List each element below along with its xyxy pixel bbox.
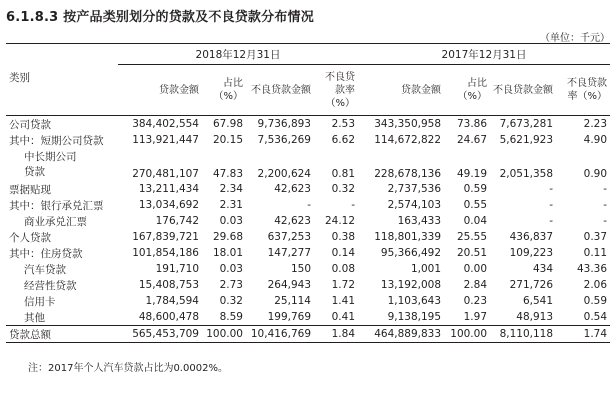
unit-label: （单位：千元）	[540, 33, 610, 44]
cell-value: 1,103,643	[387, 295, 442, 307]
cell-value: 24.67	[456, 134, 488, 146]
table-row	[6, 116, 610, 133]
col-loan-amount-2017: 贷款金额	[358, 65, 444, 116]
cell-value: -	[549, 183, 554, 195]
cell-value: 24.12	[324, 215, 356, 227]
cell-value: 10,416,769	[246, 326, 314, 343]
row-label: 经营性贷款	[24, 279, 77, 292]
cell-value: 13,192,008	[380, 279, 442, 291]
cell-value: 163,433	[397, 215, 442, 227]
cell-value: 2,051,358	[499, 168, 554, 180]
cell-value: 2.23	[583, 118, 608, 130]
cell-value: 0.32	[331, 183, 356, 195]
section-title: 6.1.8.3 按产品类别划分的贷款及不良贷款分布情况	[6, 10, 314, 25]
col-share-2017: 占比（%）	[444, 65, 490, 116]
table-row	[6, 245, 610, 261]
cell-value: 100.00	[444, 326, 490, 343]
cell-value: 2.06	[583, 279, 608, 291]
row-label: 其他	[24, 311, 45, 324]
cell-value: 0.11	[583, 247, 608, 259]
cell-value: 1,784,594	[145, 295, 199, 307]
cell-value: 13,211,434	[138, 183, 199, 195]
cell-value: 100.00	[202, 326, 246, 343]
cell-value: 48,600,478	[138, 311, 199, 323]
cell-value: 118,801,339	[374, 231, 442, 243]
cell-value: 637,253	[267, 231, 311, 243]
cell-value: 147,277	[267, 247, 311, 259]
col-npl-amount-2018: 不良贷款金额	[246, 65, 314, 116]
table-row	[6, 309, 610, 326]
row-label: 公司贷款	[9, 118, 51, 131]
table-row	[6, 213, 610, 229]
col-npl-amount-2017: 不良贷款金额	[490, 65, 556, 116]
cell-value: 43.36	[576, 263, 608, 275]
cell-value: -	[549, 215, 554, 227]
cell-value: 176,742	[155, 215, 199, 227]
cell-value: 0.23	[463, 295, 488, 307]
cell-value: 0.00	[463, 263, 488, 275]
footnote: 注：2017年个人汽车贷款占比为0.0002%。	[28, 363, 228, 374]
row-label: 贷款总额	[6, 326, 118, 343]
cell-value: 20.51	[456, 247, 488, 259]
cell-value: -	[307, 199, 311, 211]
cell-value: 47.83	[212, 168, 243, 180]
cell-value: 1.41	[331, 295, 356, 307]
cell-value: -	[603, 215, 608, 227]
table-row	[6, 326, 610, 343]
cell-value: 20.15	[212, 134, 243, 146]
cell-value: 29.68	[212, 231, 243, 243]
cell-value: 109,223	[509, 247, 554, 259]
cell-value: 0.90	[583, 168, 608, 180]
cell-value: 25,114	[274, 295, 311, 307]
cell-value: -	[603, 183, 608, 195]
cell-value: 1.72	[331, 279, 356, 291]
col-npl-ratio-2018: 不良贷款率（%）	[314, 65, 358, 116]
cell-value: 114,672,822	[374, 134, 442, 146]
cell-value: 0.55	[463, 199, 488, 211]
cell-value: 101,854,186	[132, 247, 199, 259]
cell-value: 15,408,753	[138, 279, 199, 291]
cell-value: 5,621,923	[499, 134, 554, 146]
table-row	[6, 261, 610, 277]
cell-value: 434	[532, 263, 554, 275]
cell-value: 95,366,492	[380, 247, 442, 259]
cell-value: 6,541	[522, 295, 554, 307]
row-label: 汽车贷款	[24, 263, 66, 276]
cell-value: -	[603, 199, 608, 211]
table-row	[6, 229, 610, 245]
cell-value: -	[351, 199, 356, 211]
table-row	[6, 197, 610, 213]
cell-value: 0.03	[219, 215, 243, 227]
cell-value: 167,839,721	[132, 231, 199, 243]
cell-value: 464,889,833	[358, 326, 444, 343]
cell-value: 150	[290, 263, 311, 275]
cell-value: 343,350,958	[374, 118, 442, 130]
cell-value: 0.59	[463, 183, 488, 195]
cell-value: 2,200,624	[257, 168, 311, 180]
cell-value: 228,678,136	[374, 168, 442, 180]
row-label: 其中：住房贷款	[9, 247, 83, 260]
table-row	[6, 277, 610, 293]
cell-value: 271,726	[509, 279, 554, 291]
table-row	[6, 181, 610, 197]
col-share-2018: 占比（%）	[202, 65, 246, 116]
cell-value: 565,453,709	[118, 326, 202, 343]
cell-value: 2.34	[219, 183, 243, 195]
cell-value: 73.86	[456, 118, 488, 130]
table-body	[6, 116, 610, 343]
row-label: 商业承兑汇票	[24, 215, 87, 228]
table-row	[6, 148, 610, 181]
row-label: 信用卡	[24, 295, 56, 308]
cell-value: 384,402,554	[132, 118, 199, 130]
cell-value: 0.32	[219, 295, 243, 307]
cell-value: 0.41	[331, 311, 356, 323]
col-npl-ratio-2017: 不良贷款率（%）	[556, 65, 610, 116]
cell-value: 1.74	[556, 326, 610, 343]
cell-value: 113,921,447	[132, 134, 199, 146]
col-loan-amount-2018: 贷款金额	[118, 65, 202, 116]
cell-value: 49.19	[456, 168, 488, 180]
cell-value: 1,001	[410, 263, 442, 275]
cell-value: 9,138,195	[387, 311, 442, 323]
cell-value: 2,574,103	[387, 199, 442, 211]
cell-value: 42,623	[274, 183, 311, 195]
cell-value: 25.55	[456, 231, 488, 243]
cell-value: 0.03	[219, 263, 243, 275]
cell-value: 199,769	[267, 311, 311, 323]
cell-value: 42,623	[274, 215, 311, 227]
cell-value: 48,913	[516, 311, 554, 323]
cell-value: 8,110,118	[490, 326, 556, 343]
cell-value: 8.59	[219, 311, 243, 323]
cell-value: 1.84	[314, 326, 358, 343]
table-row	[6, 293, 610, 309]
cell-value: 7,673,281	[499, 118, 554, 130]
row-label: 个人贷款	[9, 231, 51, 244]
category-header: 类别	[6, 44, 118, 116]
cell-value: 67.98	[212, 118, 243, 130]
cell-value: 270,481,107	[132, 168, 199, 180]
cell-value: 0.81	[331, 168, 356, 180]
cell-value: 6.62	[331, 134, 356, 146]
cell-value: 0.14	[331, 247, 356, 259]
cell-value: 0.08	[331, 263, 356, 275]
cell-value: 18.01	[212, 247, 243, 259]
table-row	[6, 132, 610, 148]
cell-value: 2.31	[219, 199, 243, 211]
year-2018-header: 2018年12月31日	[118, 44, 358, 65]
cell-value: 2,737,536	[387, 183, 442, 195]
cell-value: 4.90	[583, 134, 608, 146]
cell-value: 0.59	[583, 295, 608, 307]
cell-value: 1.97	[463, 311, 488, 323]
cell-value: 2.84	[463, 279, 488, 291]
cell-value: -	[549, 199, 554, 211]
cell-value: 2.53	[331, 118, 356, 130]
cell-value: 0.37	[583, 231, 608, 243]
row-label: 票据贴现	[9, 183, 51, 196]
row-label: 中长期公司贷款	[24, 151, 77, 178]
loan-distribution-table	[6, 43, 610, 343]
row-label: 其中：短期公司贷款	[9, 134, 104, 147]
cell-value: 436,837	[509, 231, 554, 243]
cell-value: 0.38	[331, 231, 356, 243]
cell-value: 191,710	[155, 263, 199, 275]
cell-value: 264,943	[267, 279, 311, 291]
cell-value: 0.04	[463, 215, 488, 227]
cell-value: 9,736,893	[257, 118, 311, 130]
cell-value: 0.54	[583, 311, 608, 323]
year-2017-header: 2017年12月31日	[358, 44, 610, 65]
cell-value: 2.73	[219, 279, 243, 291]
cell-value: 7,536,269	[257, 134, 311, 146]
row-label: 其中：银行承兑汇票	[9, 199, 104, 212]
cell-value: 13,034,692	[138, 199, 199, 211]
